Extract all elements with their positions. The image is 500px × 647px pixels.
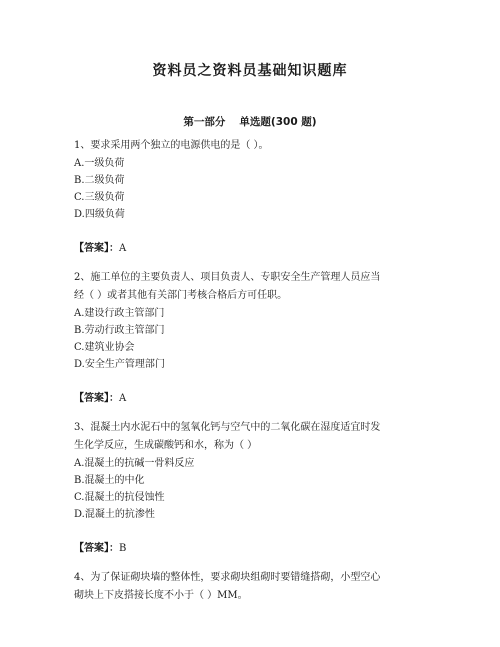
answer-line [74, 390, 436, 408]
question-text: 1、要求采用两个独立的电源供电的是（ ）。 [74, 140, 269, 151]
answer-line [74, 540, 436, 558]
section-type: 单选题(300 题) [239, 116, 317, 128]
question-text: 4、为了保证砌块墙的整体性，要求砌块组砌时要错缝搭砌，小型空心 [74, 572, 381, 583]
question-text-cont: 经（ ）或者其他有关部门考核合格后方可任职。 [74, 290, 288, 301]
question-text-cont: 砌块上下皮搭接长度不小于（ ）MM。 [74, 590, 248, 601]
question-item [74, 569, 436, 605]
answer-label: 【答案】： [74, 393, 119, 404]
option-c: C.建筑业协会 [74, 342, 135, 353]
option-a: A.混凝土的抗碱一骨料反应 [74, 458, 195, 469]
answer-label: 【答案】： [74, 543, 119, 554]
option-c: C.混凝土的抗侵蚀性 [74, 492, 165, 503]
question-list [74, 137, 436, 605]
option-b: B.二级负荷 [74, 175, 125, 186]
question-text: 2、施工单位的主要负责人、项目负责人、专职安全生产管理人员应当 [74, 272, 381, 283]
question-item [74, 269, 436, 408]
option-b: B.劳动行政主管部门 [74, 325, 165, 336]
option-a: A.一级负荷 [74, 158, 125, 169]
answer-label: 【答案】： [74, 243, 119, 254]
section-heading [0, 114, 500, 129]
option-d: D.混凝土的抗渗性 [74, 509, 155, 520]
option-d: D.安全生产管理部门 [74, 359, 165, 370]
option-b: B.混凝土的中化 [74, 475, 145, 486]
answer-line [74, 240, 436, 258]
question-item [74, 137, 436, 258]
section-part: 第一部分 [183, 116, 226, 128]
answer-value: A [119, 393, 127, 404]
option-d: D.四级负荷 [74, 209, 125, 220]
question-text: 3、混凝土内水泥石中的氢氧化钙与空气中的二氧化碳在湿度适宜时发 [74, 422, 381, 433]
answer-value: B [119, 543, 127, 554]
answer-value: A [119, 243, 127, 254]
question-text-cont: 生化学反应，生成碳酸钙和水，称为（ ） [74, 440, 258, 451]
document-title: 资料员之资料员基础知识题库 [152, 63, 348, 79]
option-c: C.三级负荷 [74, 192, 125, 203]
option-a: A.建设行政主管部门 [74, 308, 165, 319]
question-item [74, 419, 436, 558]
